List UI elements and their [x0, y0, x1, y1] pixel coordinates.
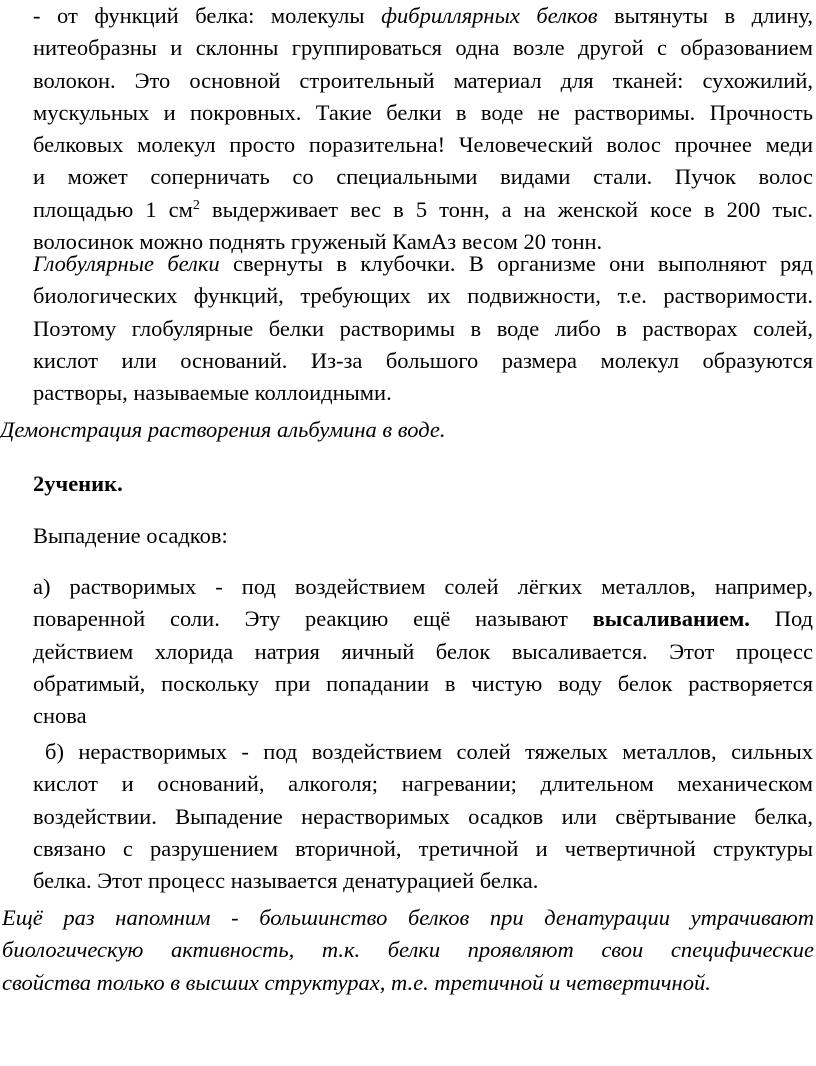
text-line: действием хлорида натрия яичный белок высаливается. Этот процесс	[33, 638, 813, 664]
text-line: кислот или оснований. Из-за большого размера молекул образуются	[33, 347, 813, 373]
text-line: воздействии. Выпадение нерастворимых осадков или свёртывание белка,	[33, 803, 813, 829]
text-line: растворы, называемые коллоидными.	[33, 380, 392, 406]
text-line: волокон. Это основной строительный материал для тканей: сухожилий,	[33, 67, 813, 93]
text-line: а) растворимых - под воздействием солей лёгких металлов, например,	[33, 574, 813, 599]
text-line: белковых молекул просто поразительна! Человеческий волос прочнее меди	[33, 132, 813, 158]
paragraph-globular	[33, 248, 813, 409]
demo-heading: Демонстрация растворения альбумина в воде.	[0, 417, 446, 442]
text-line: нитеобразны и склонны группироваться одна возле другой с образованием	[33, 35, 813, 61]
paragraph-insoluble	[33, 736, 813, 897]
text-line: биологических функций, требующих их подвижности, т.е. растворимости.	[33, 283, 813, 309]
paragraph-soluble	[33, 571, 813, 732]
superscript: 2	[192, 197, 200, 213]
text-line: связано с разрушением вторичной, третичной и четвертичной структуры	[33, 835, 813, 861]
text-line: площадью 1 $см^2$ выдерживает вес в 5 тонн, а на женской косе в 200 тыс.	[33, 196, 813, 222]
text-line: Ещё раз напомним - большинство белков при денатурации утрачивают	[2, 905, 814, 930]
text-line: Глобулярные белки свернуты в клубочки. В организме они выполняют ряд	[33, 251, 813, 276]
text-line: и может соперничать со специальными видами стали. Пучок волос	[33, 164, 813, 190]
text-line: Поэтому глобулярные белки растворимы в воде либо в растворах солей,	[33, 315, 813, 341]
text-line: - от функций белка: молекулы фибриллярных белков вытянуты в длину,	[33, 3, 813, 28]
text-line: обратимый, поскольку при попадании в чистую воду белок растворяется	[33, 670, 813, 696]
term-globular: Глобулярные белки	[33, 251, 220, 276]
text-line: снова	[33, 703, 87, 729]
precipitation-heading: Выпадение осадков:	[33, 523, 228, 548]
term-salting-out: высаливанием.	[592, 606, 750, 632]
paragraph-fibrillar	[33, 0, 813, 258]
text-line: волосинок можно поднять груженый КамАз весом 20 тонн.	[33, 229, 603, 255]
text-line: б) нерастворимых - под воздействием солей тяжелых металлов, сильных	[45, 739, 813, 764]
text-line: мускульных и покровных. Такие белки в воде не растворимы. Прочность	[33, 99, 813, 125]
text-line: кислот и оснований, алкоголя; нагревании; длительном механическом	[33, 771, 813, 797]
text-line: поваренной соли. Эту реакцию ещё называют высаливанием. Под	[33, 606, 813, 632]
text-line: свойства только в высших структурах, т.е. третичной и четвертичной.	[2, 969, 711, 995]
term-fibrillar: фибриллярных белков	[381, 3, 598, 28]
paragraph-note	[2, 902, 814, 999]
student-heading: 2ученик.	[33, 471, 123, 496]
text-line: биологическую активность, т.к. белки проявляют свои специфические	[2, 937, 814, 963]
text-line: белка. Этот процесс называется денатурацией белка.	[33, 868, 539, 894]
